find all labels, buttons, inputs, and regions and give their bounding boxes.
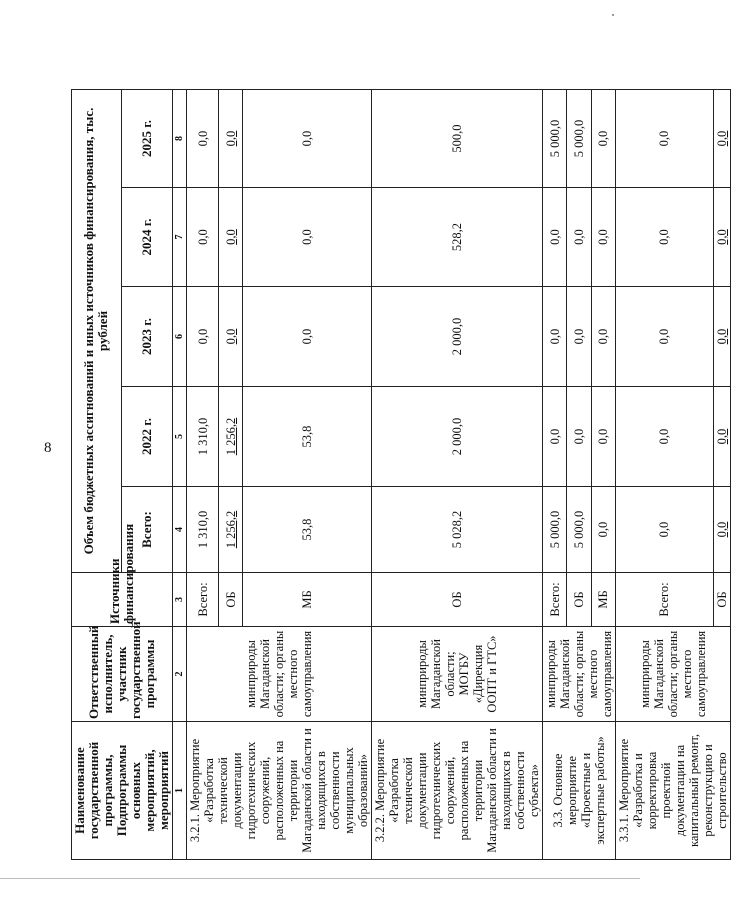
activity-name: 3.3.1. Мероприятие «Разработка и корректировка проектной документации на капитальный ремонт, реконструкцию и строительство — [616, 722, 731, 860]
value-2025: 0,0 — [616, 90, 714, 188]
value-2023: 0,0 — [187, 287, 219, 387]
header-year-2025: 2025 г. — [121, 90, 172, 188]
header-funding-group: Объем бюджетных ассигнований и иных источников финансирования, тыс. рублей — [72, 90, 122, 573]
value-2022: 0,0 — [567, 387, 591, 487]
header-executor: Ответственный исполнитель, участник государственной программы — [72, 627, 173, 722]
funding-source: МБ — [243, 573, 372, 627]
column-number: 6 — [173, 287, 187, 387]
value-2025: 500,0 — [372, 90, 543, 188]
value-total: 0,0 — [713, 487, 730, 573]
header-total: Всего: — [121, 487, 172, 573]
header-year-2022: 2022 г. — [121, 387, 172, 487]
funding-source: Всего: — [543, 573, 567, 627]
column-number: 4 — [173, 487, 187, 573]
activity-name: 3.2.2. Мероприятие «Разработка технической документации гидротехнических сооружений, расположенных на территории Магаданской области и находящихся в собственности субъекта» — [372, 722, 543, 860]
column-number: 1 — [173, 722, 187, 860]
rotated-table-container — [71, 90, 729, 860]
value-2023: 0,0 — [219, 287, 243, 387]
header-year-2023: 2023 г. — [121, 287, 172, 387]
funding-source: ОБ — [219, 573, 243, 627]
value-2023: 0,0 — [543, 287, 567, 387]
value-2025: 0,0 — [187, 90, 219, 188]
value-total: 5 000,0 — [543, 487, 567, 573]
scan-edge-line — [0, 878, 640, 879]
value-total: 1 256,2 — [219, 487, 243, 573]
table-row — [616, 90, 714, 860]
value-2025: 5 000,0 — [567, 90, 591, 188]
value-2022: 1 310,0 — [187, 387, 219, 487]
value-2023: 0,0 — [713, 287, 730, 387]
table-row — [372, 90, 543, 860]
budget-table — [71, 89, 731, 860]
value-2023: 0,0 — [591, 287, 615, 387]
value-total: 53,8 — [243, 487, 372, 573]
column-number: 3 — [173, 573, 187, 627]
value-2024: 528,2 — [372, 188, 543, 287]
table-row — [187, 90, 219, 860]
value-2023: 0,0 — [243, 287, 372, 387]
value-total: 1 310,0 — [187, 487, 219, 573]
value-2024: 0,0 — [616, 188, 714, 287]
value-2023: 0,0 — [616, 287, 714, 387]
column-number: 5 — [173, 387, 187, 487]
value-2024: 0,0 — [543, 188, 567, 287]
value-2024: 0,0 — [567, 188, 591, 287]
value-2024: 0,0 — [219, 188, 243, 287]
value-2025: 5 000,0 — [543, 90, 567, 188]
value-2025: 0,0 — [243, 90, 372, 188]
funding-source: Всего: — [616, 573, 714, 627]
value-2022: 0,0 — [543, 387, 567, 487]
table-row — [543, 90, 567, 860]
activity-executor: минприроды Магаданской области; МОГБУ «Дирекция ООПТ и ГТС» — [372, 627, 543, 722]
activity-executor: минприроды Магаданской области; органы местного самоуправления — [543, 627, 616, 722]
value-total: 0,0 — [591, 487, 615, 573]
page-number: 8 — [44, 440, 52, 456]
funding-source: ОБ — [567, 573, 591, 627]
value-total: 0,0 — [616, 487, 714, 573]
value-2024: 0,0 — [187, 188, 219, 287]
value-total: 5 000,0 — [567, 487, 591, 573]
activity-executor: минприроды Магаданской области; органы местного самоуправления — [616, 627, 731, 722]
activity-name: 3.2.1. Мероприятие «Разработка технической документации гидротехнических сооружений, расположенных на территории Магаданской области и находящихся в собственности муниципальных образований» — [187, 722, 372, 860]
value-2022: 0,0 — [616, 387, 714, 487]
column-number: 8 — [173, 90, 187, 188]
header-source: Источники финансирования — [72, 573, 173, 627]
activity-executor: минприроды Магаданской области; органы местного самоуправления — [187, 627, 372, 722]
funding-source: ОБ — [713, 573, 730, 627]
value-2023: 2 000,0 — [372, 287, 543, 387]
value-2022: 53,8 — [243, 387, 372, 487]
funding-source: МБ — [591, 573, 615, 627]
value-2022: 1 256,2 — [219, 387, 243, 487]
value-2023: 0,0 — [567, 287, 591, 387]
value-2024: 0,0 — [591, 188, 615, 287]
activity-name: 3.3. Основное мероприятие «Проектные и экспертные работы» — [543, 722, 616, 860]
scan-dot — [612, 14, 614, 16]
value-2022: 2 000,0 — [372, 387, 543, 487]
column-number: 2 — [173, 627, 187, 722]
value-total: 5 028,2 — [372, 487, 543, 573]
column-number-row — [173, 90, 187, 860]
value-2025: 0,0 — [219, 90, 243, 188]
value-2024: 0,0 — [243, 188, 372, 287]
value-2022: 0,0 — [591, 387, 615, 487]
funding-source: ОБ — [372, 573, 543, 627]
column-number: 7 — [173, 188, 187, 287]
value-2024: 0,0 — [713, 188, 730, 287]
header-name: Наименование государственной программы, Подпрограммы основных мероприятий, мероприятий — [72, 722, 173, 860]
header-year-2024: 2024 г. — [121, 188, 172, 287]
value-2025: 0,0 — [591, 90, 615, 188]
value-2022: 0,0 — [713, 387, 730, 487]
funding-source: Всего: — [187, 573, 219, 627]
value-2025: 0,0 — [713, 90, 730, 188]
